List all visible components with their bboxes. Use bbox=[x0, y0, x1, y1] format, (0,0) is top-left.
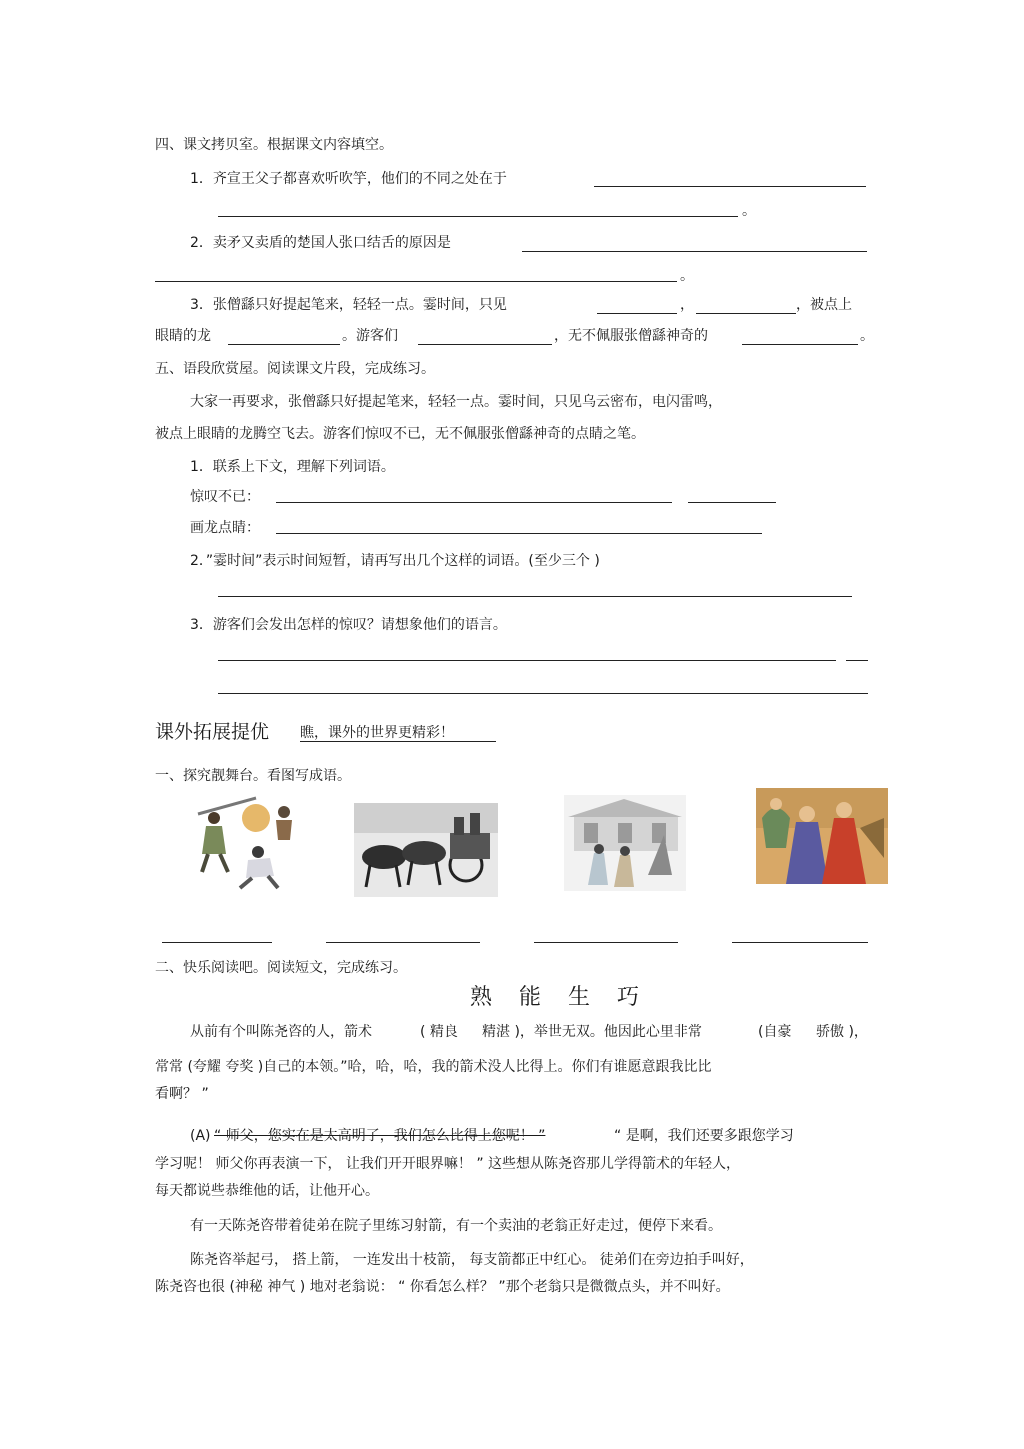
story-text: 从前有个叫陈尧咨的人，箭术 bbox=[190, 1024, 372, 1040]
word-choice: ( 精良 bbox=[420, 1024, 458, 1040]
idiom-answer-blank[interactable] bbox=[162, 942, 272, 943]
story-text: 陈尧咨也很 (神秘 神气 ) 地对老翁说： “ 你看怎么样？ ”那个老翁只是微微点头，并不叫好。 bbox=[155, 1279, 730, 1295]
word-label: 惊叹不已： bbox=[190, 489, 260, 505]
blank-label-a: (A) bbox=[190, 1128, 211, 1144]
answer-blank[interactable] bbox=[218, 660, 836, 661]
answer-blank[interactable] bbox=[594, 186, 866, 187]
answer-blank[interactable] bbox=[522, 251, 867, 252]
illustration-chariots bbox=[354, 803, 498, 897]
answer-blank[interactable] bbox=[276, 502, 672, 503]
story-text: 常常 (夸耀 夸奖 )自己的本领。”哈，哈，哈，我的箭术没人比得上。你们有谁愿意跟我比比 bbox=[155, 1059, 712, 1075]
illustration-scholars bbox=[756, 788, 888, 884]
illustration-snow-scene bbox=[564, 795, 686, 891]
extension-title: 课外拓展提优 bbox=[155, 721, 270, 743]
story-text-struck: “ 师父，您实在是太高明了，我们怎么比得上您呢！ ” bbox=[214, 1128, 546, 1144]
idiom-answer-blank[interactable] bbox=[732, 942, 868, 943]
word-label: 画龙点睛： bbox=[190, 520, 260, 536]
extension-2-heading: 二、快乐阅读吧。阅读短文，完成练习。 bbox=[155, 960, 407, 976]
comma: ， bbox=[680, 297, 694, 313]
word-choice: (自豪 bbox=[758, 1024, 792, 1040]
answer-blank[interactable] bbox=[597, 313, 677, 314]
answer-blank[interactable] bbox=[696, 313, 796, 314]
story-title: 熟 能 生 巧 bbox=[470, 985, 649, 1010]
extension-1-heading: 一、探究靓舞台。看图写成语。 bbox=[155, 768, 351, 784]
story-text: 学习呢！ 师父你再表演一下， 让我们开开眼界嘛！ ” 这些想从陈尧咨那儿学得箭术的年轻人， bbox=[155, 1156, 741, 1172]
period: 。 bbox=[860, 328, 874, 344]
answer-blank[interactable] bbox=[218, 596, 852, 597]
answer-blank[interactable] bbox=[218, 216, 738, 217]
answer-blank[interactable] bbox=[688, 502, 776, 503]
exercise-1: 1．联系上下文，理解下列词语。 bbox=[190, 459, 395, 475]
story-text: 有一天陈尧咨带着徒弟在院子里练习射箭，有一个卖油的老翁正好走过，便停下来看。 bbox=[190, 1218, 722, 1234]
question-3: 3．张僧繇只好提起笔来，轻轻一点。霎时间，只见 bbox=[190, 297, 507, 313]
answer-blank[interactable] bbox=[418, 344, 552, 345]
question-3-part: ，无不佩服张僧繇神奇的 bbox=[554, 328, 708, 344]
answer-blank[interactable] bbox=[155, 281, 677, 282]
exercise-2: 2．”霎时间”表示时间短暂，请再写出几个这样的词语。(至少三个 ) bbox=[190, 553, 600, 569]
answer-blank[interactable] bbox=[846, 660, 868, 661]
passage-line: 大家一再要求，张僧繇只好提起笔来，轻轻一点。霎时间，只见乌云密布，电闪雷鸣， bbox=[190, 394, 722, 410]
exercise-3: 3．游客们会发出怎样的惊叹？请想象他们的语言。 bbox=[190, 617, 507, 633]
question-3-part: 眼睛的龙 bbox=[155, 328, 211, 344]
answer-blank[interactable] bbox=[276, 533, 762, 534]
answer-blank[interactable] bbox=[228, 344, 340, 345]
question-2: 2．卖矛又卖盾的楚国人张口结舌的原因是 bbox=[190, 235, 451, 251]
answer-blank[interactable] bbox=[742, 344, 858, 345]
illustration-warriors bbox=[186, 796, 306, 892]
passage-line: 被点上眼睛的龙腾空飞去。游客们惊叹不已，无不佩服张僧繇神奇的点睛之笔。 bbox=[155, 426, 645, 442]
story-text: “ 是啊，我们还要多跟您学习 bbox=[614, 1128, 794, 1144]
story-text: 每天都说些恭维他的话，让他开心。 bbox=[155, 1183, 379, 1199]
question-3-part: 。游客们 bbox=[342, 328, 398, 344]
word-choice: 骄傲 )， bbox=[816, 1024, 868, 1040]
period: 。 bbox=[742, 203, 756, 219]
subtitle-underline bbox=[300, 741, 496, 742]
question-3-part: ，被点上 bbox=[796, 297, 852, 313]
period: 。 bbox=[680, 268, 694, 284]
idiom-answer-blank[interactable] bbox=[326, 942, 480, 943]
section-5-heading: 五、语段欣赏屋。阅读课文片段，完成练习。 bbox=[155, 361, 435, 377]
extension-subtitle: 瞧，课外的世界更精彩！ bbox=[300, 725, 454, 741]
idiom-answer-blank[interactable] bbox=[534, 942, 678, 943]
story-text: 看啊？ ” bbox=[155, 1086, 209, 1102]
section-4-heading: 四、课文拷贝室。根据课文内容填空。 bbox=[155, 137, 393, 153]
answer-blank[interactable] bbox=[218, 693, 868, 694]
story-text: 精湛 )，举世无双。他因此心里非常 bbox=[482, 1024, 702, 1040]
question-1: 1．齐宣王父子都喜欢听吹竽，他们的不同之处在于 bbox=[190, 171, 507, 187]
story-text: 陈尧咨举起弓， 搭上箭， 一连发出十枝箭， 每支箭都正中红心。 徒弟们在旁边拍手叫好， bbox=[190, 1252, 754, 1268]
